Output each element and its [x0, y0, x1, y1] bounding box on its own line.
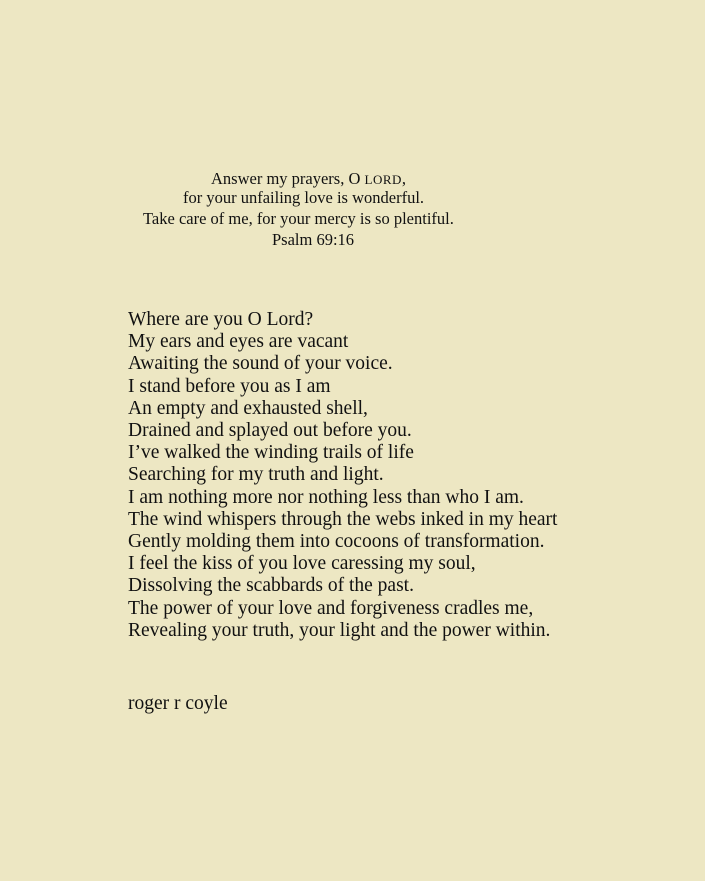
poem-line: My ears and eyes are vacant [128, 331, 349, 353]
poem-line: I stand before you as I am [128, 375, 331, 397]
epigraph-line-1-text: Answer my prayers, O [211, 169, 365, 188]
poem-line: Where are you O Lord? [128, 309, 314, 330]
poem-line: Searching for my truth and light. [128, 464, 384, 486]
epigraph-line-1 [211, 169, 406, 190]
epigraph-line-3: Take care of me, for your mercy is so plentiful. [143, 209, 454, 228]
author-signature: roger r coyle [128, 693, 228, 714]
poem-line: Awaiting the sound of your voice. [128, 353, 393, 375]
epigraph-line-2: for your unfailing love is wonderful. [183, 188, 425, 207]
epigraph-line-1-comma: , [401, 169, 407, 188]
poem-line: Gently molding them into cocoons of transformation. [128, 531, 545, 553]
poem-line: Revealing your truth, your light and the power within. [128, 619, 551, 641]
lord-smallcaps: LORD [364, 172, 402, 187]
poem [128, 309, 557, 642]
poem-line: Dissolving the scabbards of the past. [128, 575, 414, 597]
poem-line: The power of your love and forgiveness cradles me, [128, 597, 534, 619]
poem-line: An empty and exhausted shell, [128, 397, 368, 419]
poem-line: I’ve walked the winding trails of life [128, 442, 414, 464]
scripture-reference: Psalm 69:16 [272, 230, 355, 249]
poem-line: The wind whispers through the webs inked in my heart [128, 508, 558, 530]
poem-line: I am nothing more nor nothing less than who I am. [128, 486, 524, 508]
poem-line: I feel the kiss of you love caressing my soul, [128, 553, 476, 575]
poem-line: Drained and splayed out before you. [128, 420, 412, 442]
